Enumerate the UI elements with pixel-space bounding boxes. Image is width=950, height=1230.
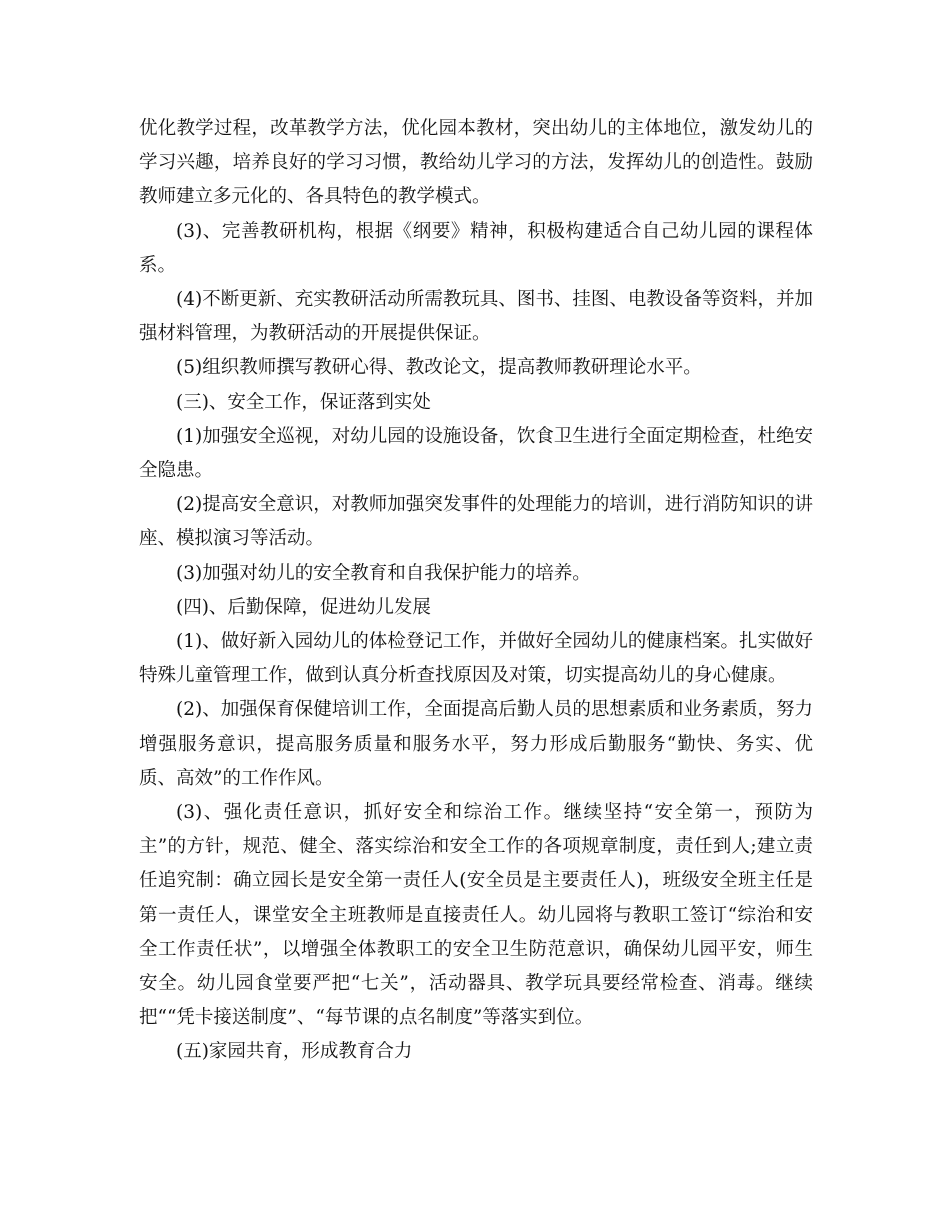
paragraph-research-papers: (5)组织教师撰写教研心得、教改论文，提高教师教研理论水平。: [176, 357, 702, 379]
paragraph-research-institution: (3)、完善教研机构，根据《纲要》精神，积极构建适合自己幼儿园的课程体系。: [139, 220, 813, 276]
paragraph-care-training: (2)、加强保育保健培训工作，全面提高后勤人员的思想素质和业务素质，努力增强服务意识，提高服务质量和服务水平，努力形成后勤服务“勤快、务实、优质、高效”的工作作风。: [139, 699, 813, 789]
paragraph-teaching-process: 优化教学过程，改革教学方法，优化园本教材，突出幼儿的主体地位，激发幼儿的学习兴趣，培养良好的学习习惯，教给幼儿学习的方法，发挥幼儿的创造性。鼓励教师建立多元化的、各具特色的教学模式。: [139, 118, 813, 208]
paragraph-health-records: (1)、做好新入园幼儿的体检登记工作，并做好全园幼儿的健康档案。扎实做好特殊儿童管理工作，做到认真分析查找原因及对策，切实提高幼儿的身心健康。: [139, 631, 813, 687]
document-body: [139, 112, 813, 1070]
paragraph-research-materials: (4)不断更新、充实教研活动所需教玩具、图书、挂图、电教设备等资料，并加强材料管理，为教研活动的开展提供保证。: [139, 289, 813, 345]
section-heading-home-school: (五)家园共育，形成教育合力: [176, 1041, 413, 1063]
paragraph-responsibility: (3)、强化责任意识，抓好安全和综治工作。继续坚持“安全第一，预防为主”的方针，规范、健全、落实综治和安全工作的各项规章制度，责任到人;建立责任追究制：确立园长是安全第一责任人(安全员是主要责任人)，班级安全班主任是第一责任人，课堂安全主班教师是直接责任人。幼儿园将与教职工签订“综治和安全工作责任状”，以增强全体教职工的安全卫生防范意识，确保幼儿园平安，师生安全。幼儿园食堂要严把“七关”，活动器具、教学玩具要经常检查、消毒。继续把““凭卡接送制度”、“每节课的点名制度”等落实到位。: [139, 802, 813, 1029]
section-heading-safety: (三)、安全工作，保证落到实处: [176, 391, 431, 413]
paragraph-safety-awareness: (2)提高安全意识，对教师加强突发事件的处理能力的培训，进行消防知识的讲座、模拟演习等活动。: [139, 494, 813, 550]
paragraph-child-safety-education: (3)加强对幼儿的安全教育和自我保护能力的培养。: [176, 562, 591, 584]
section-heading-logistics: (四)、后勤保障，促进幼儿发展: [176, 596, 431, 618]
paragraph-safety-inspection: (1)加强安全巡视，对幼儿园的设施设备，饮食卫生进行全面定期检查，杜绝安全隐患。: [139, 425, 813, 482]
